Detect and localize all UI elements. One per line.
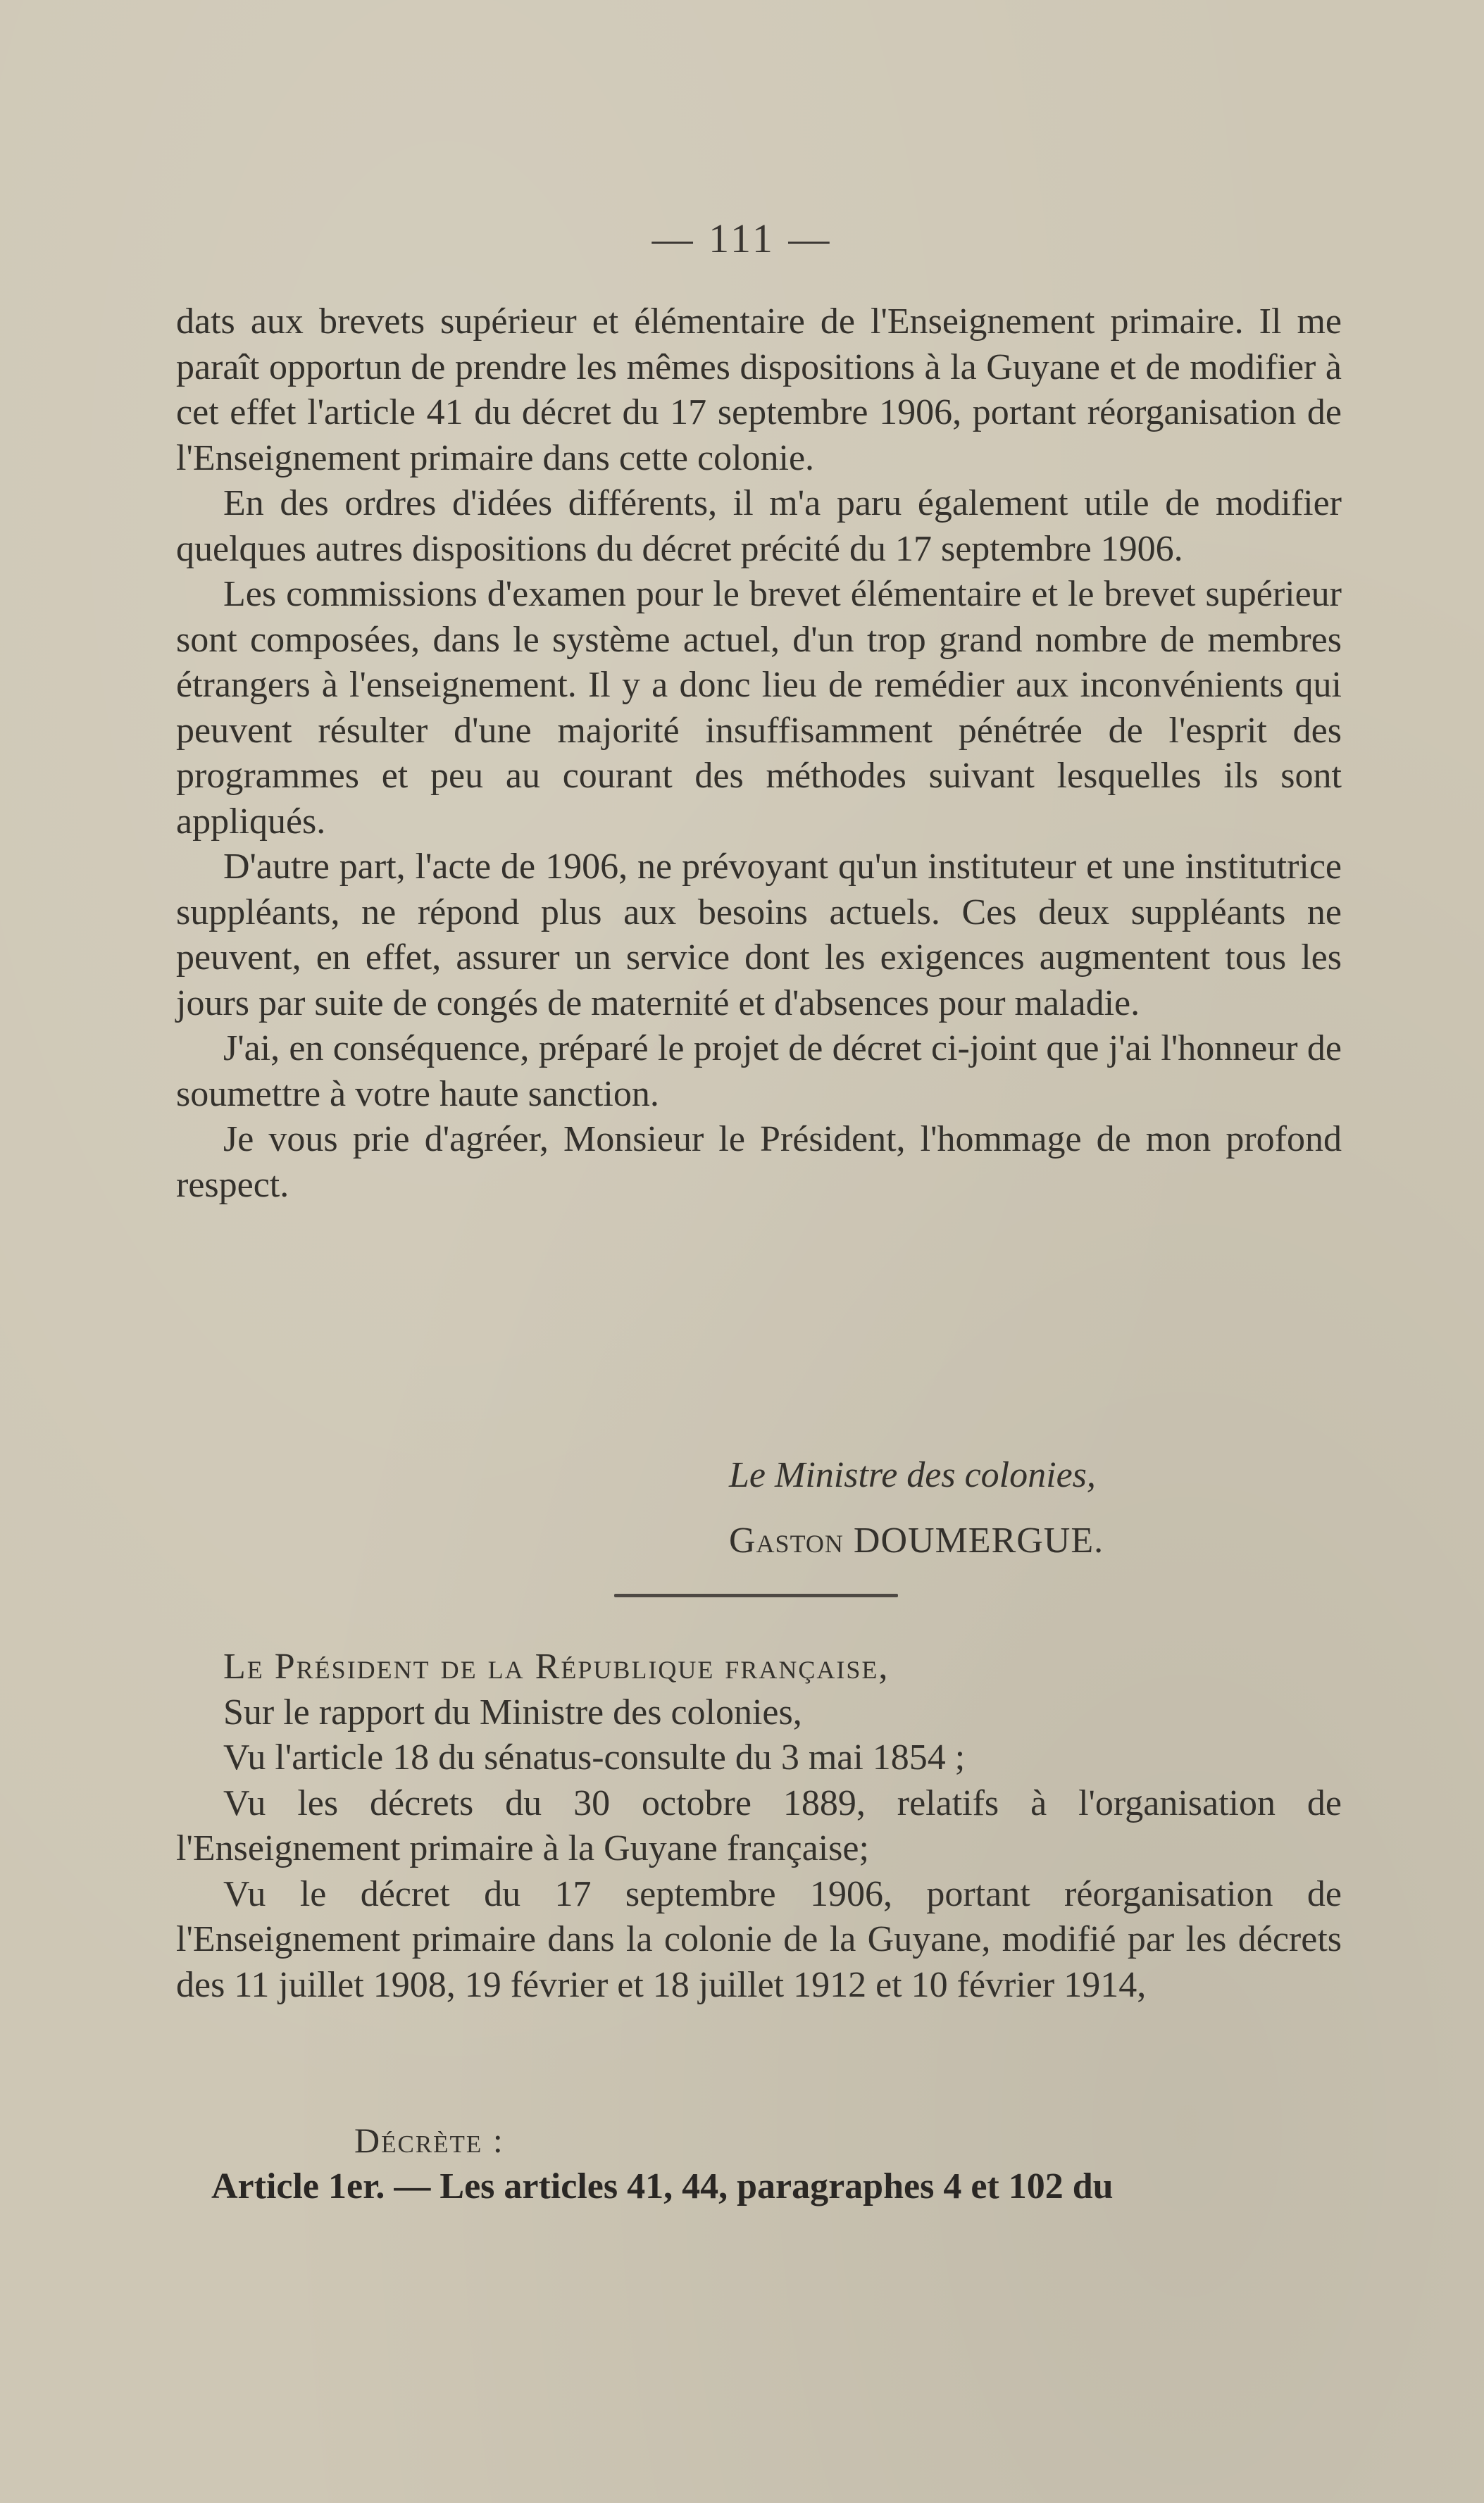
decree-text [176, 1644, 1342, 2008]
paragraph: Je vous prie d'agréer, Monsieur le Président, l'hommage de mon profond respect. [176, 1119, 1342, 1205]
decree-consideration: Vu le décret du 17 septembre 1906, portant réorganisation de l'Enseignement primaire dans la colonie de la Guyane, modifié par les décrets des 11 juillet 1908, 19 février et 18 juillet 1912 et 10 février 1914, [176, 1873, 1342, 2005]
report-text [176, 299, 1342, 1208]
paragraph: Les commissions d'examen pour le brevet élémentaire et le brevet supérieur sont composées, dans le système actuel, d'un trop grand nombre de membres étrangers à l'enseignement. Il y a donc lieu de remédier aux inconvénients qui peuvent résulter d'une majorité insuffisamment pénétrée de l'esprit des programmes et peu au courant des méthodes suivant lesquelles ils sont appliqués. [176, 574, 1342, 842]
page-number: — 111 — [651, 216, 833, 261]
section-divider [614, 1594, 898, 1597]
paragraph: En des ordres d'idées différents, il m'a paru également utile de modifier quelques autres dispositions du décret précité du 17 septembre 1906. [176, 483, 1342, 569]
paragraph: D'autre part, l'acte de 1906, ne prévoyant qu'un instituteur et une institutrice suppléants, ne répond plus aux besoins actuels. Ces deux suppléants ne peuvent, en effet, assurer un service dont les exigences augmentent tous les jours par suite de congés de maternité et d'absences pour maladie. [176, 847, 1342, 1023]
decree-heading: Le Président de la République française, [223, 1647, 890, 1687]
decree-consideration: Vu les décrets du 30 octobre 1889, relatifs à l'organisation de l'Enseignement primaire à la Guyane française; [176, 1783, 1342, 1868]
signature-title: Le Ministre des colonies, [729, 1455, 1096, 1495]
decree-consideration: Vu l'article 18 du sénatus-consulte du 3 mai 1854 ; [223, 1737, 966, 1778]
decree-consideration: Sur le rapport du Ministre des colonies, [223, 1692, 802, 1733]
article-heading: Article 1er. — Les articles 41, 44, paragraphes 4 et 102 du [211, 2166, 1114, 2206]
paragraph: J'ai, en conséquence, préparé le projet de décret ci-joint que j'ai l'honneur de soumettre à votre haute sanction. [176, 1028, 1342, 1114]
paragraph: dats aux brevets supérieur et élémentaire de l'Enseignement primaire. Il me paraît opportun de prendre les mêmes dispositions à la Guyane et de modifier à cet effet l'article 41 du décret du 17 septembre 1906, portant réorganisation de l'Enseignement primaire dans cette colonie. [176, 301, 1342, 478]
decree-verb: Décrète : [354, 2121, 504, 2160]
signature-name: Gaston DOUMERGUE. [729, 1521, 1104, 1561]
